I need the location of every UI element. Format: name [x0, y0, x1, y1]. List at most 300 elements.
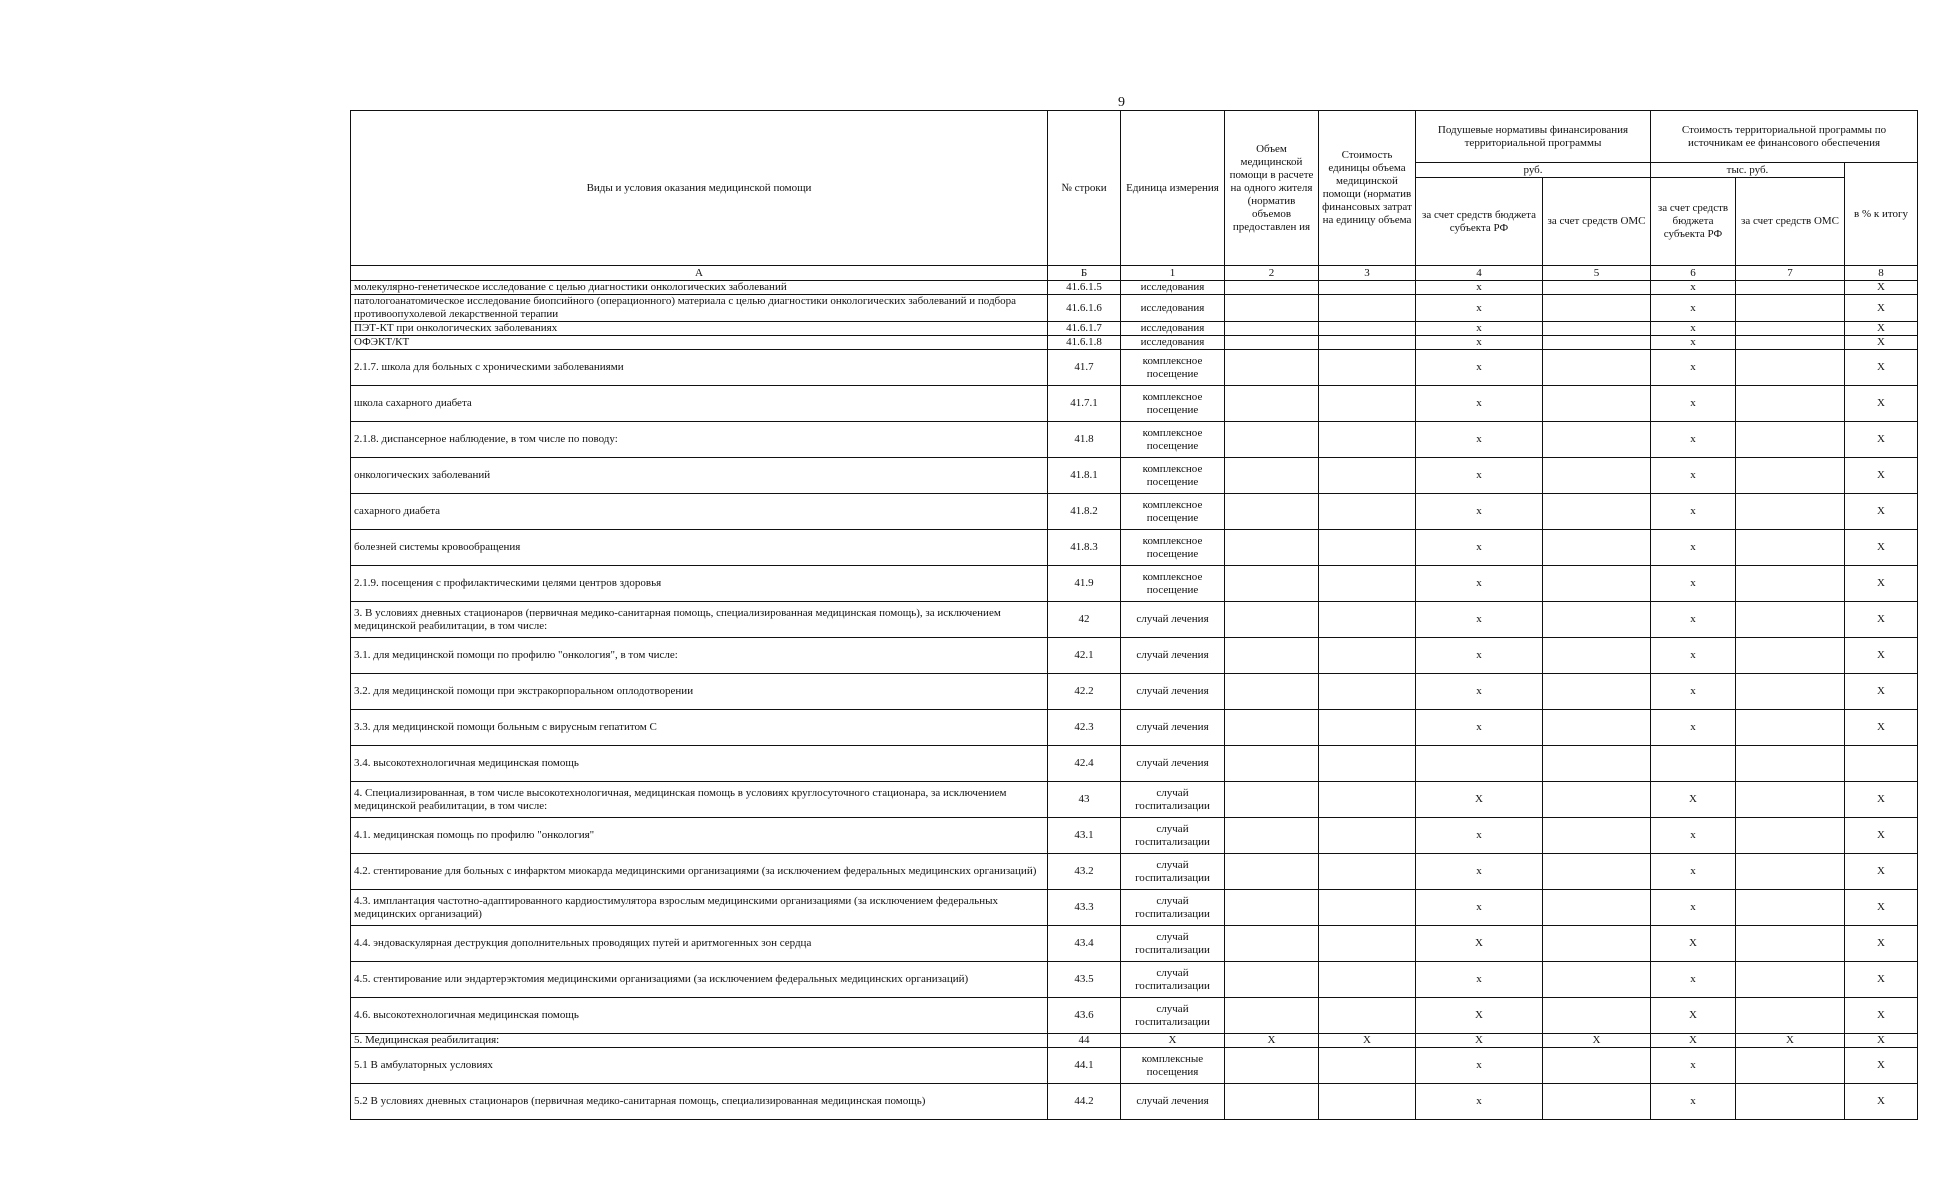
row-value	[1543, 746, 1651, 782]
row-value: x	[1416, 1084, 1543, 1120]
row-value	[1319, 926, 1416, 962]
header-percent: в % к итогу	[1845, 163, 1918, 266]
row-value	[1736, 674, 1845, 710]
row-value	[1225, 854, 1319, 890]
row-value	[1319, 710, 1416, 746]
row-value	[1543, 674, 1651, 710]
row-value	[1225, 350, 1319, 386]
row-value	[1319, 322, 1416, 336]
row-name: 4.2. стентирование для больных с инфарктом миокарда медицинскими организациями (за исключением федеральных медицинских организаций)	[351, 854, 1048, 890]
row-value: x	[1416, 530, 1543, 566]
row-name: 3. В условиях дневных стационаров (первичная медико-санитарная помощь, специализированная медицинская помощь), за исключением медицинской реабилитации, в том числе:	[351, 602, 1048, 638]
row-value	[1225, 818, 1319, 854]
row-value	[1225, 322, 1319, 336]
table-row	[351, 1034, 1918, 1048]
row-value: x	[1651, 890, 1736, 926]
row-value: x	[1416, 638, 1543, 674]
table-row	[351, 782, 1918, 818]
header-unit-cost: Стоимость единицы объема медицинской помощи (норматив финансовых затрат на единицу объема	[1319, 111, 1416, 266]
col-index: А	[351, 266, 1048, 281]
row-value	[1225, 530, 1319, 566]
row-value	[1319, 336, 1416, 350]
table-row	[351, 818, 1918, 854]
table-row	[351, 710, 1918, 746]
row-name: 2.1.7. школа для больных с хроническими заболеваниями	[351, 350, 1048, 386]
row-value	[1319, 458, 1416, 494]
row-unit: случай госпитализации	[1121, 962, 1225, 998]
row-value	[1319, 674, 1416, 710]
row-number: 41.8.2	[1048, 494, 1121, 530]
row-value	[1543, 530, 1651, 566]
row-value: X	[1845, 854, 1918, 890]
row-name: ОФЭКТ/КТ	[351, 336, 1048, 350]
row-number: 43.5	[1048, 962, 1121, 998]
row-value: x	[1416, 458, 1543, 494]
row-value	[1543, 422, 1651, 458]
header-oms-rub: за счет средств ОМС	[1543, 178, 1651, 266]
column-index-row	[351, 266, 1918, 281]
row-value: x	[1651, 422, 1736, 458]
row-name: онкологических заболеваний	[351, 458, 1048, 494]
row-value: X	[1845, 336, 1918, 350]
row-value	[1225, 386, 1319, 422]
row-value	[1736, 1084, 1845, 1120]
col-index: 1	[1121, 266, 1225, 281]
row-value	[1225, 926, 1319, 962]
row-value: X	[1651, 926, 1736, 962]
row-number: 44	[1048, 1034, 1121, 1048]
row-value: X	[1845, 818, 1918, 854]
row-unit: комплексное посещение	[1121, 530, 1225, 566]
row-name: сахарного диабета	[351, 494, 1048, 530]
row-value	[1319, 638, 1416, 674]
funding-table	[350, 110, 1918, 1120]
col-index: Б	[1048, 266, 1121, 281]
row-value: X	[1845, 1084, 1918, 1120]
row-value	[1225, 782, 1319, 818]
row-number: 41.6.1.5	[1048, 281, 1121, 295]
row-unit: исследования	[1121, 295, 1225, 322]
row-value: X	[1845, 638, 1918, 674]
header-row-number: № строки	[1048, 111, 1121, 266]
header-volume: Объем медицинской помощи в расчете на одного жителя (норматив объемов предоставлен ия	[1225, 111, 1319, 266]
header-name: Виды и условия оказания медицинской помощи	[351, 111, 1048, 266]
row-value: X	[1845, 1034, 1918, 1048]
header-oms-thous: за счет средств ОМС	[1736, 178, 1845, 266]
row-name: 5.2 В условиях дневных стационаров (первичная медико-санитарная помощь, специализированная медицинская помощь)	[351, 1084, 1048, 1120]
row-value: X	[1225, 1034, 1319, 1048]
row-number: 41.6.1.6	[1048, 295, 1121, 322]
row-value	[1736, 710, 1845, 746]
row-value: X	[1543, 1034, 1651, 1048]
row-unit: комплексное посещение	[1121, 422, 1225, 458]
row-value	[1225, 494, 1319, 530]
row-number: 42.3	[1048, 710, 1121, 746]
row-value	[1319, 962, 1416, 998]
row-unit: случай лечения	[1121, 638, 1225, 674]
header-budget-rub: за счет средств бюджета субъекта РФ	[1416, 178, 1543, 266]
row-value: X	[1845, 1048, 1918, 1084]
table-row	[351, 281, 1918, 295]
row-name: 4.5. стентирование или эндартерэктомия медицинскими организациями (за исключением федеральных медицинских организаций)	[351, 962, 1048, 998]
row-value: X	[1845, 998, 1918, 1034]
table-row	[351, 1084, 1918, 1120]
table-row	[351, 746, 1918, 782]
row-unit: исследования	[1121, 336, 1225, 350]
row-value	[1543, 962, 1651, 998]
row-value	[1736, 494, 1845, 530]
table-row	[351, 854, 1918, 890]
row-value	[1736, 602, 1845, 638]
row-value: x	[1651, 295, 1736, 322]
row-value: X	[1845, 322, 1918, 336]
row-unit: случай госпитализации	[1121, 854, 1225, 890]
row-name: 4.4. эндоваскулярная деструкция дополнительных проводящих путей и аритмогенных зон сердца	[351, 926, 1048, 962]
row-number: 43.6	[1048, 998, 1121, 1034]
row-value	[1543, 336, 1651, 350]
row-value	[1543, 890, 1651, 926]
row-value	[1736, 386, 1845, 422]
row-name: 4.1. медицинская помощь по профилю "онкология"	[351, 818, 1048, 854]
row-value	[1736, 281, 1845, 295]
row-value: x	[1651, 336, 1736, 350]
row-value	[1225, 746, 1319, 782]
row-value: x	[1651, 458, 1736, 494]
row-name: молекулярно-генетическое исследование с целью диагностики онкологических заболеваний	[351, 281, 1048, 295]
row-value	[1225, 710, 1319, 746]
row-value	[1225, 458, 1319, 494]
row-value: X	[1845, 926, 1918, 962]
row-value: X	[1845, 710, 1918, 746]
col-index: 6	[1651, 266, 1736, 281]
row-unit: комплексное посещение	[1121, 494, 1225, 530]
row-value: x	[1416, 890, 1543, 926]
row-unit: случай госпитализации	[1121, 818, 1225, 854]
row-value: X	[1651, 782, 1736, 818]
row-unit: комплексное посещение	[1121, 566, 1225, 602]
row-value: x	[1416, 295, 1543, 322]
row-number: 43.2	[1048, 854, 1121, 890]
row-unit: случай госпитализации	[1121, 782, 1225, 818]
row-number: 44.1	[1048, 1048, 1121, 1084]
row-value: X	[1845, 458, 1918, 494]
row-value	[1225, 674, 1319, 710]
row-name: 2.1.8. диспансерное наблюдение, в том числе по поводу:	[351, 422, 1048, 458]
row-value: X	[1845, 281, 1918, 295]
header-unit-rub: руб.	[1416, 163, 1651, 178]
header-percapita-group: Подушевые нормативы финансирования территориальной программы	[1416, 111, 1651, 163]
row-name: 5. Медицинская реабилитация:	[351, 1034, 1048, 1048]
row-value	[1225, 566, 1319, 602]
row-value	[1736, 818, 1845, 854]
row-value	[1319, 1084, 1416, 1120]
row-value	[1736, 638, 1845, 674]
row-value: x	[1416, 281, 1543, 295]
row-value: x	[1416, 602, 1543, 638]
row-unit: случай лечения	[1121, 674, 1225, 710]
table-row	[351, 998, 1918, 1034]
page-number: 9	[1118, 95, 1125, 110]
row-number: 41.8	[1048, 422, 1121, 458]
row-value	[1736, 746, 1845, 782]
row-value: X	[1845, 962, 1918, 998]
row-number: 41.7.1	[1048, 386, 1121, 422]
row-unit: комплексное посещение	[1121, 350, 1225, 386]
col-index: 8	[1845, 266, 1918, 281]
row-name: школа сахарного диабета	[351, 386, 1048, 422]
row-name: 2.1.9. посещения с профилактическими целями центров здоровья	[351, 566, 1048, 602]
row-value: x	[1416, 962, 1543, 998]
row-value	[1736, 890, 1845, 926]
row-value	[1736, 1048, 1845, 1084]
row-value: X	[1416, 782, 1543, 818]
row-name: 4.6. высокотехнологичная медицинская помощь	[351, 998, 1048, 1034]
row-value: x	[1651, 818, 1736, 854]
row-value	[1543, 854, 1651, 890]
table-row	[351, 890, 1918, 926]
row-value: x	[1416, 710, 1543, 746]
row-value	[1543, 710, 1651, 746]
row-number: 42	[1048, 602, 1121, 638]
row-number: 44.2	[1048, 1084, 1121, 1120]
row-value	[1319, 602, 1416, 638]
row-value	[1319, 782, 1416, 818]
row-value: X	[1651, 1034, 1736, 1048]
row-value	[1319, 295, 1416, 322]
row-value	[1543, 295, 1651, 322]
table-row	[351, 336, 1918, 350]
row-value	[1225, 281, 1319, 295]
row-value	[1319, 281, 1416, 295]
row-value	[1736, 926, 1845, 962]
row-value	[1319, 494, 1416, 530]
row-name: 3.3. для медицинской помощи больным с вирусным гепатитом С	[351, 710, 1048, 746]
table-row	[351, 638, 1918, 674]
row-value: X	[1845, 422, 1918, 458]
row-value	[1736, 422, 1845, 458]
row-value	[1225, 890, 1319, 926]
row-name: ПЭТ-КТ при онкологических заболеваниях	[351, 322, 1048, 336]
row-value	[1543, 494, 1651, 530]
row-value	[1319, 890, 1416, 926]
row-number: 41.8.3	[1048, 530, 1121, 566]
row-value	[1225, 638, 1319, 674]
row-value: x	[1416, 386, 1543, 422]
row-value: x	[1416, 350, 1543, 386]
row-value: x	[1651, 566, 1736, 602]
row-value	[1225, 1048, 1319, 1084]
row-value	[1736, 998, 1845, 1034]
row-value: x	[1416, 322, 1543, 336]
row-value: x	[1416, 494, 1543, 530]
row-value	[1543, 1084, 1651, 1120]
row-unit: исследования	[1121, 322, 1225, 336]
header-budget-thous: за счет средств бюджета субъекта РФ	[1651, 178, 1736, 266]
row-unit: случай лечения	[1121, 1084, 1225, 1120]
row-value: x	[1651, 322, 1736, 336]
row-value: x	[1651, 350, 1736, 386]
row-value: X	[1845, 890, 1918, 926]
row-value	[1225, 602, 1319, 638]
row-name: 3.2. для медицинской помощи при экстракорпоральном оплодотворении	[351, 674, 1048, 710]
row-value	[1736, 322, 1845, 336]
row-number: 43	[1048, 782, 1121, 818]
table-row	[351, 295, 1918, 322]
row-unit: комплексное посещение	[1121, 386, 1225, 422]
table-row	[351, 1048, 1918, 1084]
table-row	[351, 926, 1918, 962]
row-value: x	[1651, 530, 1736, 566]
table-row	[351, 566, 1918, 602]
row-value	[1736, 458, 1845, 494]
row-number: 41.9	[1048, 566, 1121, 602]
row-value	[1319, 998, 1416, 1034]
row-unit: случай лечения	[1121, 710, 1225, 746]
row-unit: случай лечения	[1121, 746, 1225, 782]
row-unit: комплексные посещения	[1121, 1048, 1225, 1084]
row-value: x	[1651, 962, 1736, 998]
row-number: 42.2	[1048, 674, 1121, 710]
row-value: x	[1416, 674, 1543, 710]
row-number: 43.1	[1048, 818, 1121, 854]
row-name: болезней системы кровообращения	[351, 530, 1048, 566]
row-name: 3.4. высокотехнологичная медицинская помощь	[351, 746, 1048, 782]
row-value	[1543, 998, 1651, 1034]
table-row	[351, 494, 1918, 530]
row-value: X	[1845, 674, 1918, 710]
row-value: x	[1651, 281, 1736, 295]
row-value	[1543, 818, 1651, 854]
row-value: x	[1651, 674, 1736, 710]
row-value: X	[1416, 926, 1543, 962]
table-row	[351, 602, 1918, 638]
col-index: 7	[1736, 266, 1845, 281]
row-value: X	[1319, 1034, 1416, 1048]
row-value	[1319, 746, 1416, 782]
row-value: x	[1416, 422, 1543, 458]
row-value	[1319, 1048, 1416, 1084]
row-number: 42.4	[1048, 746, 1121, 782]
table-row	[351, 458, 1918, 494]
row-value: X	[1845, 386, 1918, 422]
row-value	[1319, 854, 1416, 890]
row-value: x	[1416, 1048, 1543, 1084]
row-value	[1736, 530, 1845, 566]
table-row	[351, 962, 1918, 998]
row-value: x	[1651, 1048, 1736, 1084]
col-index: 5	[1543, 266, 1651, 281]
row-value: x	[1416, 566, 1543, 602]
row-value	[1543, 782, 1651, 818]
header-unit: Единица измерения	[1121, 111, 1225, 266]
row-value	[1736, 295, 1845, 322]
table-row	[351, 386, 1918, 422]
row-value: X	[1416, 1034, 1543, 1048]
row-name: 5.1 В амбулаторных условиях	[351, 1048, 1048, 1084]
row-value	[1543, 926, 1651, 962]
row-value	[1225, 422, 1319, 458]
row-number: 41.7	[1048, 350, 1121, 386]
row-value	[1543, 458, 1651, 494]
col-index: 2	[1225, 266, 1319, 281]
row-value	[1319, 530, 1416, 566]
row-value: x	[1651, 710, 1736, 746]
table-row	[351, 422, 1918, 458]
row-value: X	[1845, 782, 1918, 818]
row-value: x	[1651, 854, 1736, 890]
row-value: x	[1416, 854, 1543, 890]
row-value	[1319, 386, 1416, 422]
row-value	[1736, 962, 1845, 998]
header-program-cost-group: Стоимость территориальной программы по источникам ее финансового обеспечения	[1651, 111, 1918, 163]
row-value	[1543, 1048, 1651, 1084]
row-unit: случай госпитализации	[1121, 998, 1225, 1034]
row-value: X	[1845, 350, 1918, 386]
row-unit: случай лечения	[1121, 602, 1225, 638]
row-value: x	[1651, 1084, 1736, 1120]
row-value: x	[1651, 602, 1736, 638]
row-unit: случай госпитализации	[1121, 890, 1225, 926]
table-row	[351, 530, 1918, 566]
row-value: x	[1416, 336, 1543, 350]
row-value: X	[1416, 998, 1543, 1034]
row-unit: X	[1121, 1034, 1225, 1048]
row-value	[1543, 322, 1651, 336]
row-value	[1845, 746, 1918, 782]
row-value	[1319, 422, 1416, 458]
row-value: X	[1845, 295, 1918, 322]
row-number: 41.6.1.7	[1048, 322, 1121, 336]
row-value: X	[1845, 530, 1918, 566]
row-value: X	[1845, 566, 1918, 602]
row-value: X	[1845, 602, 1918, 638]
table-row	[351, 350, 1918, 386]
row-value	[1543, 281, 1651, 295]
row-name: 4.3. имплантация частотно-адаптированного кардиостимулятора взрослым медицинскими организациями (за исключением федеральных медицинских организаций)	[351, 890, 1048, 926]
row-value: x	[1416, 818, 1543, 854]
row-value	[1225, 1084, 1319, 1120]
row-value	[1651, 746, 1736, 782]
row-value	[1225, 295, 1319, 322]
row-value	[1416, 746, 1543, 782]
row-value	[1319, 350, 1416, 386]
row-number: 43.4	[1048, 926, 1121, 962]
row-value	[1543, 566, 1651, 602]
row-unit: случай госпитализации	[1121, 926, 1225, 962]
col-index: 3	[1319, 266, 1416, 281]
row-value	[1736, 566, 1845, 602]
row-value: x	[1651, 494, 1736, 530]
row-number: 41.6.1.8	[1048, 336, 1121, 350]
row-value	[1225, 998, 1319, 1034]
row-number: 42.1	[1048, 638, 1121, 674]
row-value	[1319, 818, 1416, 854]
header-unit-thous: тыс. руб.	[1651, 163, 1845, 178]
row-unit: исследования	[1121, 281, 1225, 295]
row-value	[1543, 638, 1651, 674]
row-value	[1225, 962, 1319, 998]
row-unit: комплексное посещение	[1121, 458, 1225, 494]
row-value	[1736, 350, 1845, 386]
row-value	[1736, 782, 1845, 818]
row-value: X	[1736, 1034, 1845, 1048]
row-name: 3.1. для медицинской помощи по профилю "онкология", в том числе:	[351, 638, 1048, 674]
row-value	[1319, 566, 1416, 602]
row-name: 4. Специализированная, в том числе высокотехнологичная, медицинская помощь в условиях круглосуточного стационара, за исключением медицинской реабилитации, в том числе:	[351, 782, 1048, 818]
row-value	[1543, 602, 1651, 638]
table-row	[351, 322, 1918, 336]
row-value: X	[1651, 998, 1736, 1034]
